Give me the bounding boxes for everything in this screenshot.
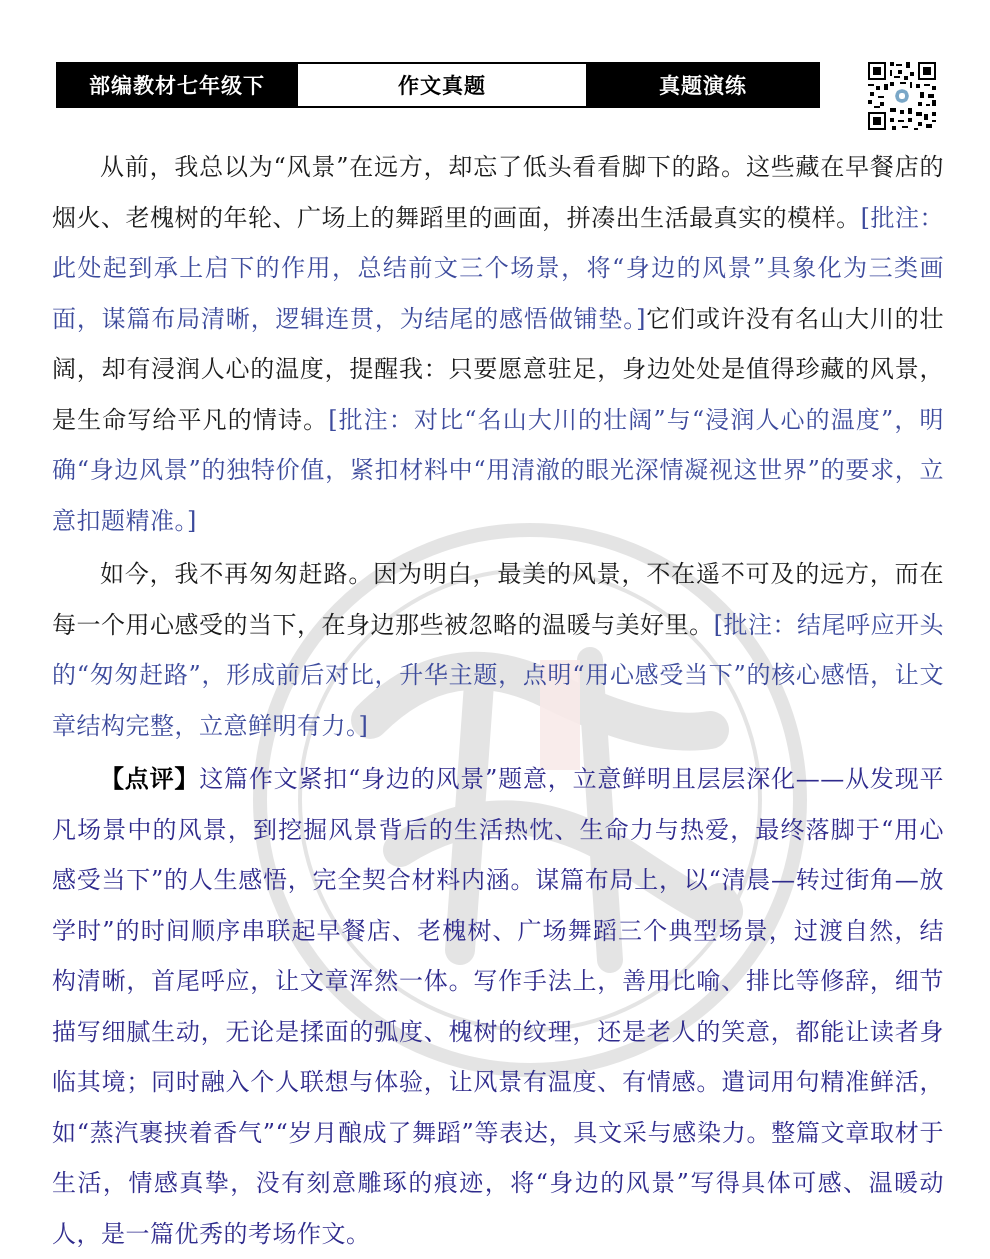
paragraph-1-text-b: 它们或许没有名山大川的壮阔，却有浸润人心的温度，提醒我：只要愿意驻足，身边处处是值得珍藏的风景，是生命写给平凡的情诗。	[52, 304, 944, 434]
qr-code-icon	[866, 60, 938, 132]
paragraph-2-text: 如今，我不再匆匆赶路。因为明白，最美的风景，不在遥不可及的远方，而在每一个用心感受的当下，在身边那些被忽略的温暖与美好里。	[52, 560, 944, 639]
header-title: 作文真题	[296, 64, 588, 106]
paragraph-1	[52, 142, 944, 546]
header-bar	[56, 62, 820, 108]
review-tag: 【点评】	[100, 764, 200, 793]
header-section-label: 真题演练	[588, 64, 818, 106]
annotation-3: [批注：结尾呼应开头的“匆匆赶路”，形成前后对比，升华主题，点明“用心感受当下”的核心感悟，让文章结构完整，立意鲜明有力。]	[52, 610, 944, 740]
article-body	[52, 142, 944, 1259]
review-paragraph	[52, 754, 944, 1259]
annotation-1: [批注：此处起到承上启下的作用，总结前文三个场景，将“身边的风景”具象化为三类画面，谋篇布局清晰，逻辑连贯，为结尾的感悟做铺垫。]	[52, 203, 944, 333]
paragraph-1-text-a: 从前，我总以为“风景”在远方，却忘了低头看看脚下的路。这些藏在早餐店的烟火、老槐树的年轮、广场上的舞蹈里的画面，拼凑出生活最真实的模样。	[52, 153, 944, 232]
header-grade-label: 部编教材七年级下	[58, 64, 296, 106]
review-text: 这篇作文紧扣“身边的风景”题意，立意鲜明且层层深化——从发现平凡场景中的风景，到挖掘风景背后的生活热忱、生命力与热爱，最终落脚于“用心感受当下”的人生感悟，完全契合材料内涵。谋篇布局上，以“清晨—转过街角—放学时”的时间顺序串联起早餐店、老槐树、广场舞蹈三个典型场景，过渡自然，结构清晰，首尾呼应，让文章浑然一体。写作手法上，善用比喻、排比等修辞，细节描写细腻生动，无论是揉面的弧度、槐树的纹理，还是老人的笑意，都能让读者身临其境；同时融入个人联想与体验，让风景有温度、有情感。遣词用句精准鲜活，如“蒸汽裹挟着香气”“岁月酿成了舞蹈”等表达，具文采与感染力。整篇文章取材于生活，情感真挚，没有刻意雕琢的痕迹，将“身边的风景”写得具体可感、温暖动人，是一篇优秀的考场作文。	[52, 765, 945, 1248]
paragraph-2	[52, 549, 944, 751]
annotation-2: [批注：对比“名山大川的壮阔”与“浸润人心的温度”，明确“身边风景”的独特价值，紧扣材料中“用清澈的眼光深情凝视这世界”的要求，立意扣题精准。]	[52, 405, 944, 535]
